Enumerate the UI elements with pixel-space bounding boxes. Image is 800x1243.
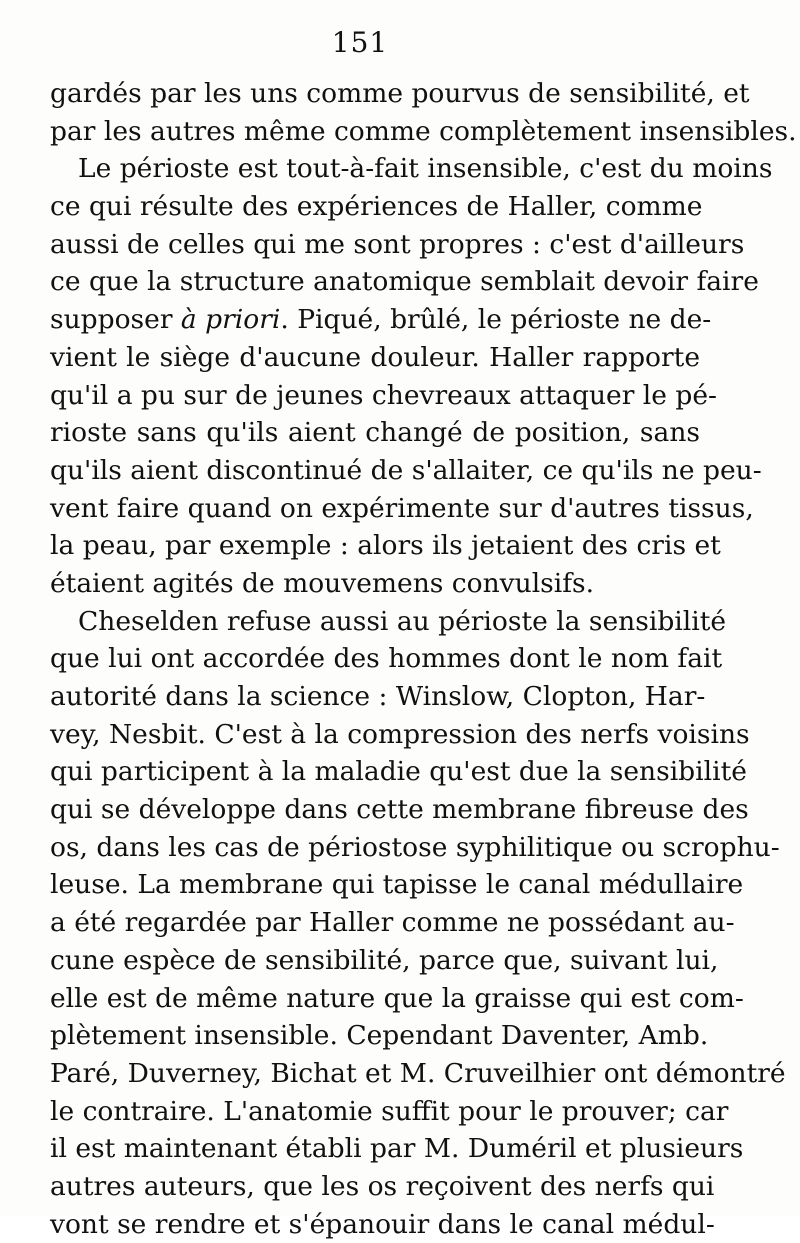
text-line: ce qui résulte des expériences de Haller, comme — [50, 191, 703, 223]
text-line: vient le siège d'aucune douleur. Haller rapporte — [50, 341, 700, 373]
text-segment: . Piqué, brûlé, le périoste ne de- — [280, 304, 712, 336]
text-line: vont se rendre et s'épanouir dans le canal médul- — [50, 1208, 715, 1240]
body-text — [50, 75, 797, 1243]
text-line: vent faire quand on expérimente sur d'autres tissus, — [50, 492, 754, 524]
text-line: qui participent à la maladie qu'est due la sensibilité — [50, 756, 747, 788]
text-line: plètement insensible. Cependant Daventer, Amb. — [50, 1020, 709, 1052]
text-line: par les autres même comme complètement insensibles. — [50, 115, 797, 147]
text-line: qu'ils aient discontinué de s'allaiter, ce qu'ils ne peu- — [50, 454, 762, 486]
text-line: ce que la structure anatomique semblait devoir faire — [50, 266, 759, 298]
text-line: elle est de même nature que la graisse qui est com- — [50, 982, 744, 1014]
paragraph-start-line: Cheselden refuse aussi au périoste la sensibilité — [78, 605, 727, 637]
text-segment: supposer — [50, 304, 181, 336]
text-line: étaient agités de mouvemens convulsifs. — [50, 567, 595, 599]
text-line: la peau, par exemple : alors ils jetaient des cris et — [50, 530, 721, 562]
text-line: qui se développe dans cette membrane fibreuse des — [50, 794, 749, 826]
text-line: autorité dans la science : Winslow, Clopton, Har- — [50, 681, 706, 712]
page-number: 151 — [331, 26, 389, 59]
text-line: que lui ont accordée des hommes dont le nom fait — [50, 643, 723, 675]
text-line-with-italic — [50, 301, 712, 339]
italic-term: à priori — [180, 304, 281, 336]
text-line: gardés par les uns comme pourvus de sensibilité, et — [50, 78, 750, 109]
text-line: vey, Nesbit. C'est à la compression des nerfs voisins — [50, 718, 750, 750]
text-line: os, dans les cas de périostose syphilitique ou scrophu- — [50, 831, 780, 863]
text-line: rioste sans qu'ils aient changé de position, sans — [50, 417, 700, 449]
text-line: le contraire. L'anatomie suffit pour le prouver; car — [50, 1095, 729, 1127]
text-line: autres auteurs, que les os reçoivent des nerfs qui — [50, 1170, 715, 1202]
text-line: Paré, Duverney, Bichat et M. Cruveilhier ont démontré — [50, 1057, 786, 1089]
text-line: qu'il a pu sur de jeunes chevreaux attaquer le pé- — [50, 379, 717, 411]
text-line: cune espèce de sensibilité, parce que, suivant lui, — [50, 944, 719, 976]
text-line: aussi de celles qui me sont propres : c'est d'ailleurs — [50, 228, 745, 260]
text-line: leuse. La membrane qui tapisse le canal médullaire — [50, 869, 744, 901]
paragraph-start-line: Le périoste est tout-à-fait insensible, c'est du moins — [78, 153, 773, 185]
text-line: il est maintenant établi par M. Duméril et plusieurs — [50, 1133, 744, 1165]
text-line: a été regardée par Haller comme ne possédant au- — [50, 907, 735, 939]
